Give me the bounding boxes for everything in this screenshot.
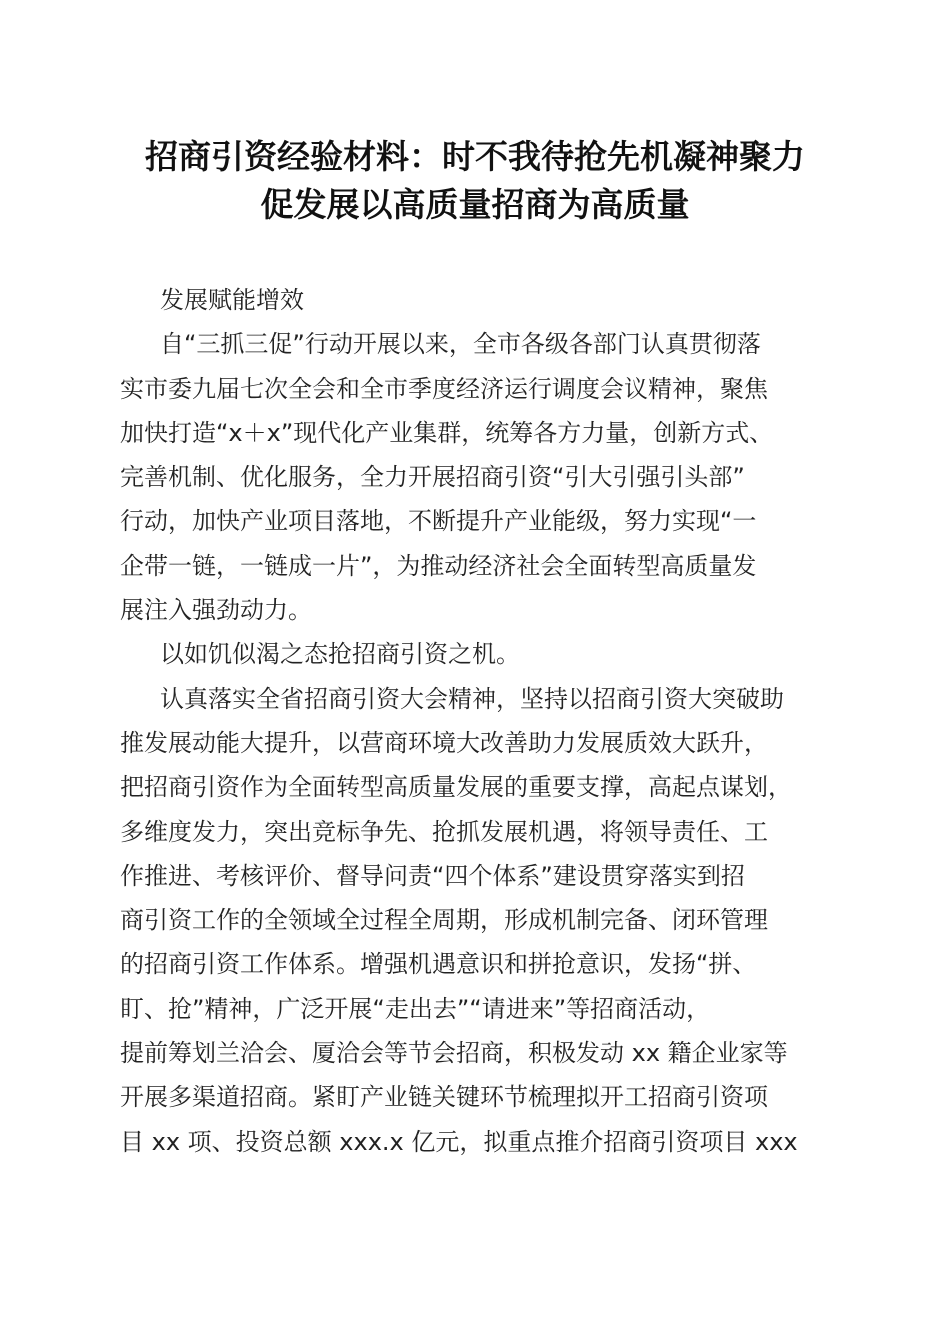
document-title-line-2: 促发展以高质量招商为高质量	[260, 185, 690, 224]
paragraph-line: 目 xx 项、投资总额 xxx.x 亿元，拟重点推介招商引资项目 xxx	[120, 1127, 798, 1156]
paragraph-line: 开展多渠道招商。紧盯产业链关键环节梳理拟开工招商引资项	[120, 1083, 768, 1112]
paragraph-line: 盯、抢”精神，广泛开展“走出去”“请进来”等招商活动，	[120, 994, 711, 1023]
document-title-line-1: 招商引资经验材料：时不我待抢先机凝神聚力	[145, 137, 805, 176]
paragraph-heading-line: 以如饥似渴之态抢招商引资之机。	[160, 640, 520, 669]
paragraph-line: 行动，加快产业项目落地，不断提升产业能级，努力实现“一	[120, 507, 757, 536]
paragraph-line: 认真落实全省招商引资大会精神，坚持以招商引资大突破助	[160, 684, 784, 713]
paragraph-line: 企带一链，一链成一片”，为推动经济社会全面转型高质量发	[120, 551, 757, 580]
paragraph-line: 推发展动能大提升，以营商环境大改善助力发展质效大跃升，	[120, 728, 768, 757]
paragraph-heading-line: 发展赋能增效	[160, 286, 304, 314]
paragraph-line: 提前筹划兰洽会、厦洽会等节会招商，积极发动 xx 籍企业家等	[120, 1039, 788, 1068]
paragraph-line: 展注入强劲动力。	[120, 596, 312, 625]
document-body	[120, 278, 840, 1164]
paragraph-line: 商引资工作的全领域全过程全周期，形成机制完备、闭环管理	[120, 906, 768, 935]
paragraph-line: 作推进、考核评价、督导问责“四个体系”建设贯穿落实到招	[120, 861, 745, 890]
paragraph-line: 多维度发力，突出竞标争先、抢抓发展机遇，将领导责任、工	[120, 817, 768, 846]
paragraph-line: 的招商引资工作体系。增强机遇意识和拼抢意识，发扬“拼、	[120, 950, 757, 979]
paragraph-line: 把招商引资作为全面转型高质量发展的重要支撑，高起点谋划，	[120, 773, 792, 802]
paragraph-line: 实市委九届七次全会和全市季度经济运行调度会议精神，聚焦	[120, 374, 768, 403]
paragraph-line: 加快打造“x＋x”现代化产业集群，统筹各方力量，创新方式、	[120, 418, 774, 447]
paragraph-line: 自“三抓三促”行动开展以来，全市各级各部门认真贯彻落	[160, 330, 761, 359]
paragraph-line: 完善机制、优化服务，全力开展招商引资“引大引强引头部”	[120, 463, 745, 492]
